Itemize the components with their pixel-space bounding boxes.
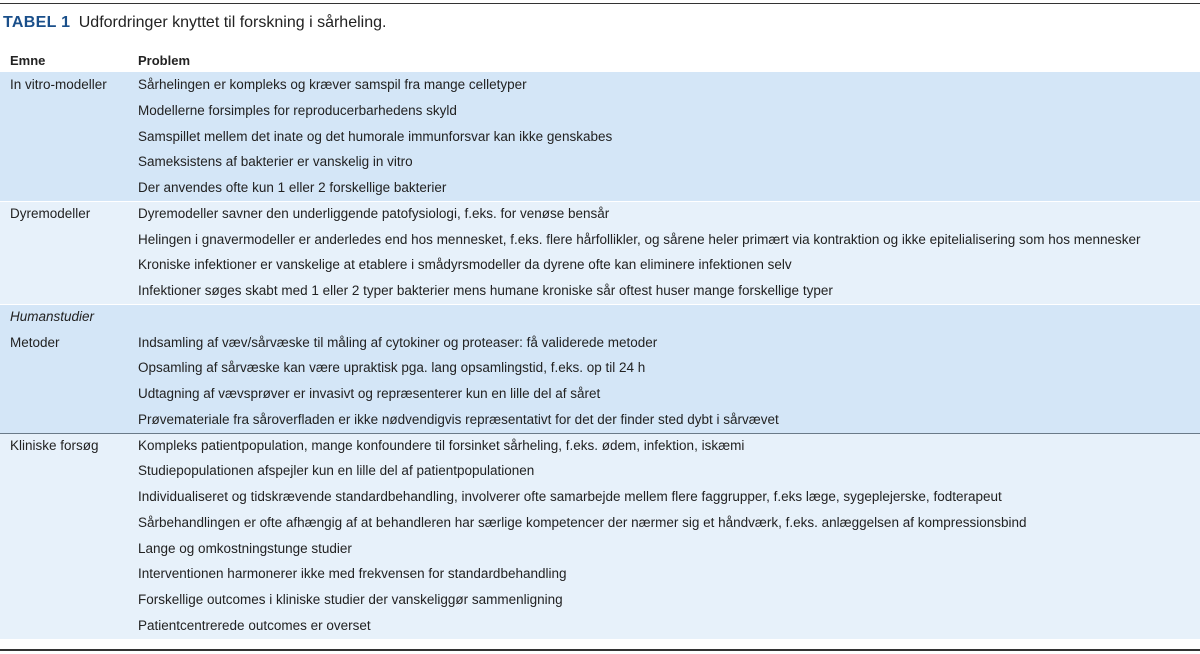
problem-cell: Udtagning af vævsprøver er invasivt og repræsenterer kun en lille del af såret (138, 386, 601, 401)
table-row (0, 227, 1200, 253)
table-row (0, 278, 1200, 304)
table-row (0, 433, 1200, 459)
header-emne: Emne (10, 53, 46, 68)
table-row (0, 330, 1200, 356)
table-label: TABEL 1 (3, 14, 71, 31)
problem-cell: Kompleks patientpopulation, mange konfoundere til forsinket sårheling, f.eks. ødem, infektion, iskæmi (138, 437, 745, 453)
problem-cell: Patientcentrerede outcomes er overset (138, 617, 371, 633)
table-row (0, 613, 1200, 639)
problem-cell: Der anvendes ofte kun 1 eller 2 forskellige bakterier (138, 180, 447, 195)
section-heading: Humanstudier (10, 308, 95, 324)
table-row (0, 355, 1200, 381)
top-rule (0, 3, 1200, 4)
table-row (0, 510, 1200, 536)
problem-cell: Infektioner søges skabt med 1 eller 2 typer bakterier mens humane kroniske sår oftest huser mange forskellige typer (138, 283, 833, 298)
bottom-rule (0, 649, 1200, 651)
table-row (0, 252, 1200, 278)
table-row (0, 407, 1200, 433)
table-row (0, 98, 1200, 124)
table-row (0, 201, 1200, 227)
problem-cell: Kroniske infektioner er vanskelige at etablere i smådyrsmodeller da dyrene ofte kan eliminere infektionen selv (138, 257, 792, 273)
table-row (0, 587, 1200, 613)
problem-cell: Samspillet mellem det inate og det humorale immunforsvar kan ikke genskabes (138, 128, 613, 144)
table-title: Udfordringer knyttet til forskning i sårheling. (78, 14, 387, 31)
problem-cell: Indsamling af væv/sårvæske til måling af cytokiner og proteaser: få validerede metoder (138, 334, 658, 350)
table-row (0, 381, 1200, 407)
table-caption (3, 14, 386, 32)
table-row (0, 536, 1200, 562)
emne-cell: Kliniske forsøg (10, 437, 99, 453)
problem-cell: Studiepopulationen afspejler kun en lille del af patientpopulationen (138, 463, 535, 479)
table-row (0, 561, 1200, 587)
problem-cell: Forskellige outcomes i kliniske studier der vanskeliggør sammenligning (138, 592, 563, 607)
problem-cell: Dyremodeller savner den underliggende patofysiologi, f.eks. for venøse bensår (138, 205, 610, 221)
table-row (0, 149, 1200, 175)
problem-cell: Prøvemateriale fra såroverfladen er ikke nødvendigvis repræsentativt for det der finder sted dybt i sårvævet (138, 411, 779, 427)
problem-cell: Interventionen harmonerer ikke med frekvensen for standardbehandling (138, 566, 567, 582)
table-row (0, 484, 1200, 510)
header-problem: Problem (138, 53, 191, 68)
problem-cell: Modellerne forsimples for reproducerbarhedens skyld (138, 102, 457, 118)
problem-cell: Helingen i gnavermodeller er anderledes end hos mennesket, f.eks. flere hårfollikler, og sårene heler primært via kontraktion og ikke epitelialisering som hos mennesker (138, 231, 1141, 247)
emne-cell: In vitro-modeller (10, 77, 107, 92)
table-row (0, 304, 1200, 330)
emne-cell: Dyremodeller (10, 205, 91, 221)
table-body (0, 72, 1200, 639)
problem-cell: Sårbehandlingen er ofte afhængig af at behandleren har særlige kompetencer der nærmer sig et håndværk, f.eks. anlæggelsen af kompressionsbind (138, 514, 1027, 530)
problem-cell: Lange og omkostningstunge studier (138, 540, 352, 556)
table-row (0, 175, 1200, 201)
table-row (0, 72, 1200, 98)
table-row (0, 124, 1200, 150)
problem-cell: Sårhelingen er kompleks og kræver samspil fra mange celletyper (138, 77, 527, 92)
emne-cell: Metoder (10, 334, 60, 350)
table-header (0, 48, 1200, 72)
problem-cell: Individualiseret og tidskrævende standardbehandling, involverer ofte samarbejde mellem flere faggrupper, f.eks læge, sygeplejerske, fodterapeut (138, 489, 1002, 504)
table-row (0, 458, 1200, 484)
problem-cell: Sameksistens af bakterier er vanskelig in vitro (138, 154, 413, 170)
problem-cell: Opsamling af sårvæske kan være upraktisk pga. lang opsamlingstid, f.eks. op til 24 h (138, 360, 646, 376)
